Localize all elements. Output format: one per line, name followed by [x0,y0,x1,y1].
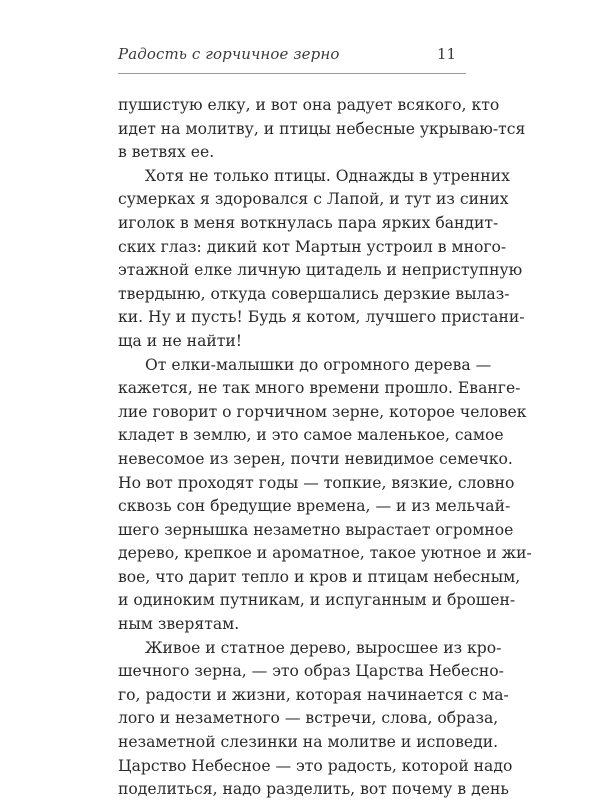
text-line: Но вот проходят годы — топкие, вязкие, словно [118,473,515,492]
text-line: Царство Небесное — это радость, которой надо [118,756,513,775]
text-line: и одиноким путникам, и испуганным и брошен- [118,591,516,610]
paragraph [118,165,525,354]
text-line: шечного зерна, — это образ Царства Небесно- [118,662,504,681]
text-line: ских глаз: дикий кот Мартын устроил в много- [118,237,507,256]
running-title: Радость с горчичное зерно [118,45,340,63]
text-line: незаметной слезинки на молитве и исповеди. [118,733,499,752]
text-line: этажной елке личную цитадель и неприступную [118,261,523,280]
text-line: кладет в землю, и это самое маленькое, самое [118,426,504,445]
text-line: иголок в меня воткнулась пара ярких бандит- [118,213,499,232]
text-line: в ветвях ее. [118,143,215,162]
paragraph [118,354,532,637]
text-line: твердыню, откуда совершались дерзкие вылаз- [118,284,510,303]
text-line: кажется, не так много времени прошло. Еванге- [118,379,521,398]
text-line: лого и незаметного — встречи, слова, образа, [118,709,499,728]
text-line: сквозь сон бредущие времена, — и из мельчай- [118,497,511,516]
text-line: ща и не найти! [118,331,243,350]
text-line: шего зернышка незаметно вырастает огромное [118,520,514,539]
text-line: ки. Ну и пусть! Будь я котом, лучшего пристани- [118,308,525,327]
page-number: 11 [437,45,457,63]
text-line: пушистую елку, и вот она радует всякого, кто [118,96,500,114]
paragraph [118,94,526,165]
text-line: дерево, крепкое и ароматное, такое уютное и жи- [118,544,532,563]
text-line: вое, что дарит тепло и кров и птицам небесным, [118,567,521,586]
text-line: лие говорит о горчичном зерне, которое человек [118,402,527,421]
text-line: невесомое из зерен, почти невидимое семечко. [118,449,513,468]
text-line: идет на молитву, и птицы небесные укрываю-тся [118,119,526,138]
header-rule [118,73,466,74]
body-text [118,94,532,802]
text-line: Хотя не только птицы. Однажды в утренних [145,166,510,185]
text-line: поделиться, надо разделить, вот почему в день [118,780,509,799]
text-line: ным зверятам. [118,615,240,634]
text-line: Живое и статное дерево, выросшее из кро- [145,638,502,657]
text-line: сумерках я здоровался с Лапой, и тут из синих [118,190,509,209]
text-line: От елки-малышки до огромного дерева — [145,355,492,374]
paragraph [118,637,513,802]
text-line: го, радости и жизни, которая начинается с ма- [118,685,509,704]
